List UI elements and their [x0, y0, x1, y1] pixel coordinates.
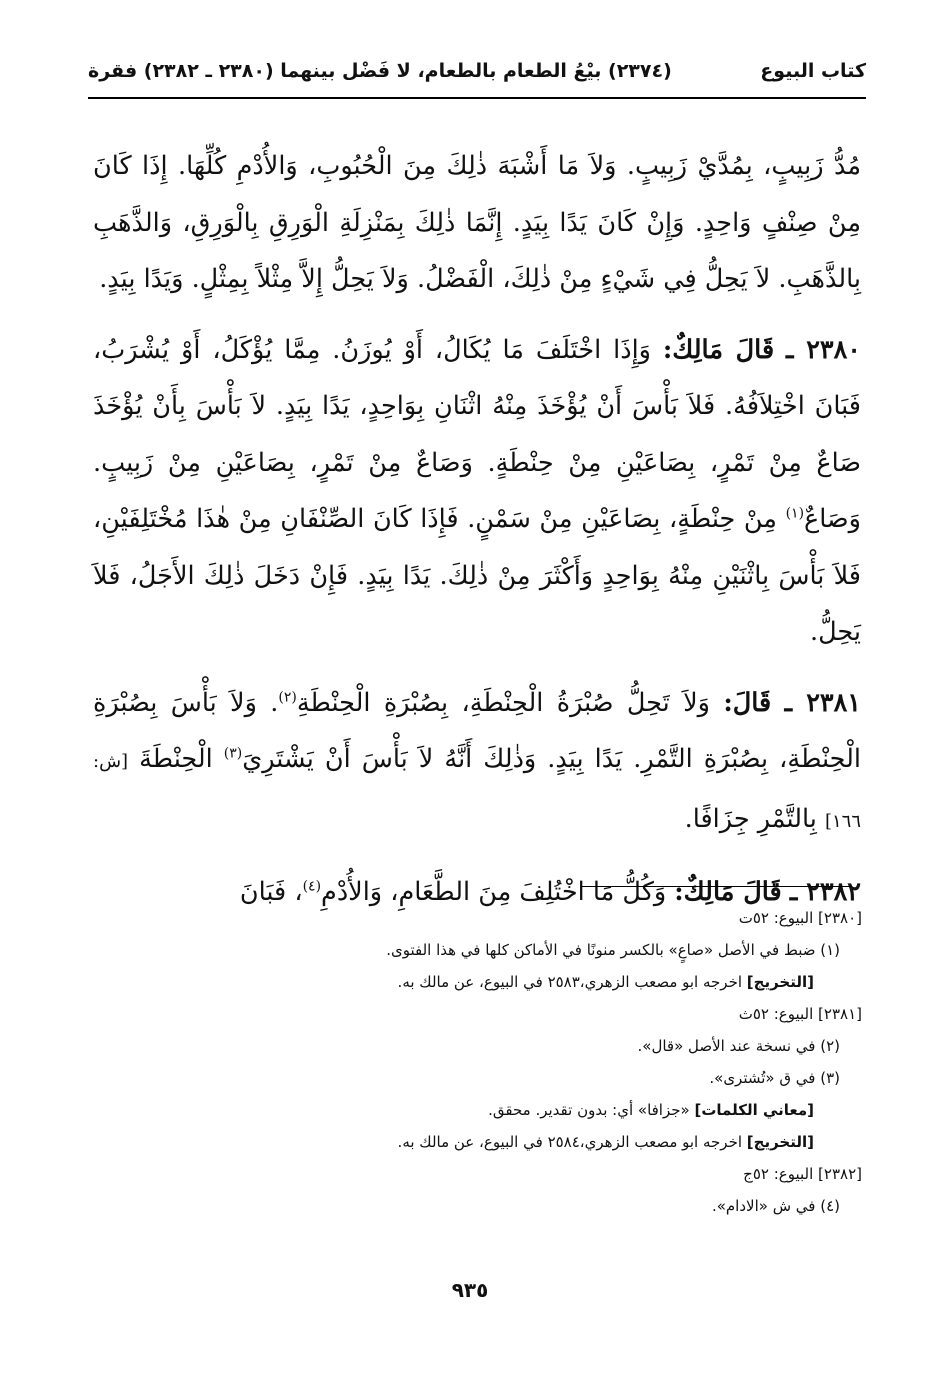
paragraph-continuation	[93, 138, 861, 308]
takhrij-note	[200, 966, 862, 998]
footnote-rule	[582, 886, 852, 887]
paragraph-text: الْحِنْطَةَ	[139, 744, 213, 774]
footnotes	[200, 902, 862, 1222]
paragraph-text: وَكُلُّ مَا اخْتُلِفَ مِنَ الطَّعَامِ، وَالأُدْمِ	[321, 877, 667, 907]
footnote-item: (٣) في ق «تُشترى».	[709, 1069, 840, 1087]
footnote-reference: [٢٣٨٢] البيوع: ٥٢ج	[743, 1165, 862, 1183]
footnote-item: (١) ضبط في الأصل «صاعٍ» بالكسر منونًا في الأماكن كلها في هذا الفتوى.	[386, 941, 840, 959]
header-rule	[88, 97, 866, 99]
footnote-reference: [٢٣٨١] البيوع: ٥٢ث	[738, 1005, 862, 1023]
takhrij-note	[200, 1126, 862, 1158]
paragraph-text: مِنْ حِنْطَةٍ، بِصَاعَيْنِ مِنْ سَمْنٍ. فَإِذَا كَانَ الصِّنْفَانِ مِنْ هٰذَا مُخْتَلِفَيْنِ، فَلاَ بَأْسَ بِاثْنَيْنِ مِنْهُ بِوَاحِدٍ وَأَكْثَرَ مِنْ ذٰلِكَ. يَدًا بِيَدٍ. فَإِنْ دَخَلَ ذٰلِكَ الأَجَلُ، فَلاَ يَحِلُّ.	[93, 504, 861, 647]
running-header	[88, 60, 866, 90]
main-text	[93, 138, 861, 921]
speaker-label: قَالَ:	[723, 687, 772, 718]
footnote-marker[interactable]: (٤)	[302, 878, 322, 895]
chapter-title: (٢٣٧٤) بيْعُ الطعام بالطعام، لا فَضْل بينهما (٢٣٨٠ ـ ٢٣٨٢) فقرة	[88, 60, 672, 82]
paragraph-text: بِالتَّمْرِ جِزَافًا.	[684, 803, 817, 834]
paragraph-text: ، فَبَانَ	[239, 877, 303, 907]
speaker-label: قَالَ مَالِكٌ:	[662, 334, 775, 365]
paragraph-2380	[93, 322, 861, 661]
takhrij-label: [التخريج]	[746, 1133, 814, 1151]
takhrij-label: [التخريج]	[746, 973, 814, 991]
paragraph-text: وَلاَ تَحِلُّ صُبْرَةُ الْحِنْطَةِ، بِصُبْرَةِ الْحِنْطَةِ	[296, 687, 710, 718]
folio-marker: [ش: ١٦٦]	[93, 751, 861, 832]
footnote-item: (٤) في ش «الادام».	[711, 1197, 840, 1215]
footnote-marker[interactable]: (٣)	[223, 745, 243, 762]
footnote-marker[interactable]: (١)	[785, 505, 805, 522]
paragraph-text: . وَلاَ بَأْسَ بِصُبْرَةِ الْحِنْطَةِ، بِصُبْرَةِ التَّمْرِ. يَدًا بِيَدٍ. وَذٰلِكَ أَنَّهُ لاَ بَأْسَ أَنْ يَشْتَرِيَ	[93, 687, 861, 774]
speaker-label: قَالَ مَالِكٌ:	[674, 877, 782, 907]
page-number: ٩٣٥	[451, 1278, 489, 1302]
paragraph-number: ٢٣٨١ ـ	[784, 687, 862, 718]
paragraph-number: ٢٣٨٠ ـ	[786, 334, 861, 365]
takhrij-text: اخرجه ابو مصعب الزهري،٢٥٨٤ في البيوع، عن مالك به.	[397, 1133, 743, 1151]
maani-label: [معاني الكلمات]	[694, 1101, 814, 1119]
paragraph-2381	[93, 675, 861, 851]
maani-note	[200, 1094, 862, 1126]
paragraph-text: وَإِذَا اخْتَلَفَ مَا يُكَالُ، أَوْ يُوزَنُ. مِمَّا يُؤْكَلُ، أَوْ يُشْرَبُ، فَبَانَ اخْتِلاَفُهُ. فَلاَ بَأْسَ أَنْ يُؤْخَذَ مِنْهُ اثْنَانِ بِوَاحِدٍ، يَدًا بِيَدٍ. لاَ بَأْسَ بِأَنْ يُؤْخَذَ صَاعٌ مِنْ تَمْرٍ، بِصَاعَيْنِ مِنْ حِنْطَةٍ. وَصَاعٌ مِنْ تَمْرٍ، بِصَاعَيْنِ مِنْ زَبِيبٍ. وَصَاعٌ	[93, 334, 861, 534]
footnote-marker[interactable]: (٢)	[278, 689, 297, 705]
takhrij-text: اخرجه ابو مصعب الزهري،٢٥٨٣ في البيوع، عن مالك به.	[397, 973, 743, 991]
book-title: كتاب البيوع	[760, 60, 866, 82]
footnote-reference: [٢٣٨٠] البيوع: ٥٢ت	[738, 909, 862, 927]
footnote-item: (٢) في نسخة عند الأصل «قال».	[637, 1037, 840, 1055]
paragraph-text: مُدُّ زَبِيبٍ، بِمُدَّيْ زَبِيبٍ. وَلاَ مَا أَشْبَهَ ذٰلِكَ مِنَ الْحُبُوبِ، وَالأُدْمِ كُلِّهَا. إِذَا كَانَ مِنْ صِنْفٍ وَاحِدٍ. وَإِنْ كَانَ يَدًا بِيَدٍ. إِنَّمَا ذٰلِكَ بِمَنْزِلَةِ الْوَرِقِ بِالْوَرِقِ، وَالذَّهَبِ بِالذَّهَبِ. لاَ يَحِلُّ فِي شَيْءٍ مِنْ ذٰلِكَ، الْفَضْلُ. وَلاَ يَحِلُّ إِلاَّ مِثْلاً بِمِثْلٍ. وَيَدًا بِيَدٍ.	[93, 151, 861, 294]
paragraph-number: ٢٣٨٢ ـ	[789, 877, 861, 907]
maani-text: «جزافا» أي: بدون تقدير. محقق.	[488, 1101, 690, 1119]
